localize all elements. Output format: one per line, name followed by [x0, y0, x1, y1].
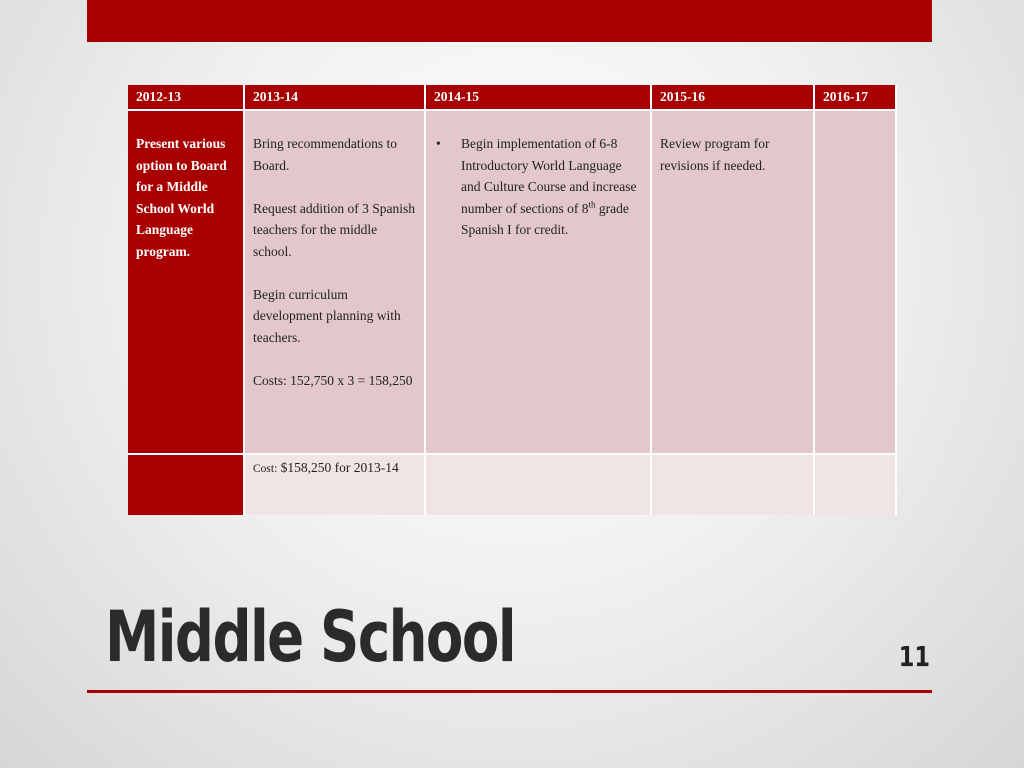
bullet-icon: • [436, 136, 441, 151]
plan-step-1: Bring recommendations to Board. [253, 136, 397, 173]
header-2015-16: 2015-16 [651, 85, 814, 110]
header-2013-14: 2013-14 [244, 85, 425, 110]
cost-value: $158,250 for 2013-14 [277, 460, 399, 475]
header-2016-17: 2016-17 [814, 85, 896, 110]
cell-2012-13-plan: Present various option to Board for a Middle School World Language program. [128, 110, 244, 454]
cell-2016-17-plan [814, 110, 896, 454]
title-underline [87, 690, 932, 693]
plan-step-3: Begin curriculum development planning with teachers. [253, 286, 401, 345]
cell-2014-15-plan [425, 110, 651, 454]
header-2012-13: 2012-13 [128, 85, 244, 110]
page-number: 11 [898, 640, 930, 673]
ordinal-suffix: th [588, 199, 596, 209]
slide-title: Middle School [105, 596, 515, 678]
cell-2014-15-cost [425, 454, 651, 515]
cell-2013-14-plan [244, 110, 425, 454]
header-2014-15: 2014-15 [425, 85, 651, 110]
table-row [128, 454, 896, 515]
table-row [128, 110, 896, 454]
table-header-row [128, 85, 896, 110]
cell-2013-14-cost [244, 454, 425, 515]
bullet-item [434, 133, 642, 241]
bullet-text-main: Begin implementation of 6-8 Introductory World Language and Culture Course and increase number of sections of 8 [461, 136, 637, 216]
timeline-table [128, 85, 897, 515]
top-accent-bar [87, 0, 932, 42]
cell-2012-13-cost [128, 454, 244, 515]
cell-2016-17-cost [814, 454, 896, 515]
plan-costs: Costs: 152,750 x 3 = 158,250 [253, 372, 413, 388]
cell-2015-16-plan: Review program for revisions if needed. [651, 110, 814, 454]
cell-2015-16-cost [651, 454, 814, 515]
plan-step-2: Request addition of 3 Spanish teachers for the middle school. [253, 200, 415, 259]
bullet-text-end: grade Spanish I for credit. [461, 200, 629, 237]
bullet-text [461, 133, 642, 241]
cost-label: Cost: [253, 463, 278, 475]
